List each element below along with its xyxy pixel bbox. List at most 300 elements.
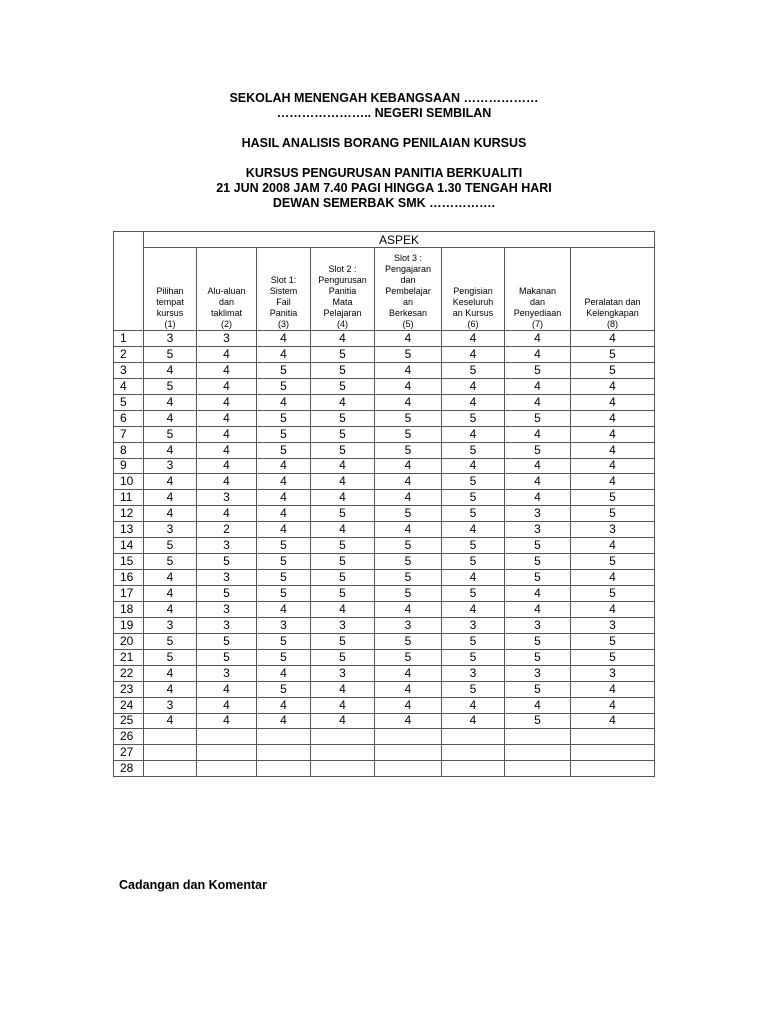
score-cell: 4 (442, 713, 505, 729)
course-venue: DEWAN SEMERBAK SMK ……………. (272, 196, 496, 210)
score-cell: 5 (442, 410, 505, 426)
score-cell: 4 (144, 665, 197, 681)
score-cell: 4 (144, 394, 197, 410)
score-cell: 5 (571, 346, 655, 362)
score-cell: 5 (375, 570, 442, 586)
row-number-cell: 25 (114, 713, 144, 729)
score-cell: 5 (257, 586, 311, 602)
score-cell: 4 (505, 331, 571, 347)
column-header: Pilihan tempat kursus (1) (144, 248, 197, 331)
score-cell: 4 (197, 474, 257, 490)
score-cell: 3 (197, 601, 257, 617)
score-cell: 5 (311, 362, 375, 378)
score-cell: 5 (442, 681, 505, 697)
score-cell (144, 761, 197, 777)
score-cell: 4 (257, 490, 311, 506)
row-number-cell: 10 (114, 474, 144, 490)
score-cell: 3 (442, 665, 505, 681)
score-cell: 4 (442, 331, 505, 347)
row-number-cell: 28 (114, 761, 144, 777)
score-cell: 4 (257, 601, 311, 617)
score-cell: 3 (197, 570, 257, 586)
score-cell: 4 (144, 474, 197, 490)
score-cell: 4 (571, 410, 655, 426)
score-cell (505, 729, 571, 745)
score-cell: 4 (197, 506, 257, 522)
score-cell: 3 (197, 538, 257, 554)
score-cell: 5 (505, 570, 571, 586)
score-cell: 4 (197, 410, 257, 426)
score-cell: 5 (197, 586, 257, 602)
course-date: 21 JUN 2008 JAM 7.40 PAGI HINGGA 1.30 TENGAH HARI (216, 181, 552, 195)
score-cell: 5 (257, 426, 311, 442)
score-cell: 4 (505, 474, 571, 490)
score-cell: 5 (505, 649, 571, 665)
table-row (114, 665, 655, 681)
score-cell: 4 (197, 697, 257, 713)
table-row (114, 633, 655, 649)
table-row (114, 362, 655, 378)
score-cell: 4 (505, 586, 571, 602)
score-cell: 4 (144, 586, 197, 602)
score-cell: 5 (571, 506, 655, 522)
document-header (0, 91, 768, 211)
score-cell: 4 (144, 506, 197, 522)
score-cell: 5 (442, 538, 505, 554)
score-cell: 4 (571, 378, 655, 394)
column-header: Slot 3 : Pengajaran dan Pembelajar an Berkesan (5) (375, 248, 442, 331)
score-cell: 5 (311, 378, 375, 394)
score-cell: 4 (197, 442, 257, 458)
score-cell (375, 761, 442, 777)
row-number-cell: 18 (114, 601, 144, 617)
score-cell: 3 (197, 665, 257, 681)
score-cell (197, 761, 257, 777)
row-number-cell: 22 (114, 665, 144, 681)
score-cell: 4 (197, 681, 257, 697)
score-cell: 5 (442, 506, 505, 522)
score-cell: 5 (144, 633, 197, 649)
score-cell: 5 (311, 410, 375, 426)
row-number-cell: 14 (114, 538, 144, 554)
score-cell: 4 (442, 570, 505, 586)
school-name: SEKOLAH MENENGAH KEBANGSAAN ……………… (229, 91, 539, 105)
score-cell: 4 (571, 458, 655, 474)
score-cell: 3 (197, 490, 257, 506)
score-cell (257, 761, 311, 777)
score-cell: 4 (144, 570, 197, 586)
score-cell: 4 (505, 394, 571, 410)
score-cell: 5 (311, 649, 375, 665)
score-cell: 4 (311, 394, 375, 410)
score-cell: 5 (257, 570, 311, 586)
score-cell: 4 (571, 713, 655, 729)
score-cell: 5 (144, 378, 197, 394)
score-cell: 5 (571, 586, 655, 602)
score-cell: 4 (144, 410, 197, 426)
column-header: Peralatan dan Kelengkapan (8) (571, 248, 655, 331)
score-cell: 3 (505, 665, 571, 681)
score-cell: 4 (375, 713, 442, 729)
score-cell: 4 (311, 681, 375, 697)
row-number-cell: 23 (114, 681, 144, 697)
table-row (114, 570, 655, 586)
score-cell: 4 (505, 426, 571, 442)
table-row (114, 729, 655, 745)
score-cell: 4 (442, 394, 505, 410)
row-number-cell: 8 (114, 442, 144, 458)
score-cell (571, 761, 655, 777)
row-number-cell: 13 (114, 522, 144, 538)
table-row (114, 474, 655, 490)
score-cell: 4 (375, 601, 442, 617)
score-cell: 5 (375, 410, 442, 426)
score-cell: 4 (571, 601, 655, 617)
score-cell: 4 (197, 346, 257, 362)
score-cell: 5 (375, 506, 442, 522)
score-cell: 3 (197, 617, 257, 633)
row-number-cell: 24 (114, 697, 144, 713)
score-cell: 5 (144, 554, 197, 570)
score-cell (257, 745, 311, 761)
table-row (114, 649, 655, 665)
score-cell (257, 729, 311, 745)
row-number-header (114, 232, 144, 331)
table-row (114, 506, 655, 522)
score-cell: 4 (505, 601, 571, 617)
score-cell: 4 (375, 474, 442, 490)
score-cell: 4 (375, 378, 442, 394)
score-cell: 5 (442, 633, 505, 649)
column-header: Slot 1: Sistem Fail Panitia (3) (257, 248, 311, 331)
table-row (114, 442, 655, 458)
score-cell: 4 (442, 458, 505, 474)
score-cell: 4 (311, 474, 375, 490)
score-cell: 5 (375, 649, 442, 665)
score-cell (311, 761, 375, 777)
score-cell: 4 (311, 331, 375, 347)
score-cell: 4 (442, 601, 505, 617)
score-cell: 5 (144, 426, 197, 442)
score-cell (197, 745, 257, 761)
score-cell: 4 (505, 378, 571, 394)
score-cell: 3 (311, 617, 375, 633)
score-cell: 5 (311, 426, 375, 442)
table-row (114, 554, 655, 570)
score-cell: 4 (442, 522, 505, 538)
score-cell: 5 (571, 649, 655, 665)
score-cell (442, 745, 505, 761)
score-cell: 5 (311, 570, 375, 586)
score-cell: 4 (571, 570, 655, 586)
score-cell: 4 (144, 601, 197, 617)
score-cell: 5 (375, 346, 442, 362)
score-cell (311, 729, 375, 745)
score-cell: 5 (571, 490, 655, 506)
score-cell: 4 (442, 426, 505, 442)
column-header: Slot 2 : Pengurusan Panitia Mata Pelajaran (4) (311, 248, 375, 331)
score-cell: 3 (144, 617, 197, 633)
score-cell: 5 (311, 633, 375, 649)
score-cell: 4 (571, 331, 655, 347)
score-cell: 4 (311, 490, 375, 506)
score-cell: 4 (505, 458, 571, 474)
score-cell: 4 (197, 378, 257, 394)
score-cell: 3 (311, 665, 375, 681)
score-cell: 4 (257, 394, 311, 410)
table-row (114, 601, 655, 617)
score-cell: 5 (375, 538, 442, 554)
score-cell (375, 745, 442, 761)
document-title: HASIL ANALISIS BORANG PENILAIAN KURSUS (241, 136, 527, 150)
score-cell: 5 (257, 442, 311, 458)
score-cell: 5 (311, 586, 375, 602)
table-row (114, 410, 655, 426)
score-cell: 4 (375, 665, 442, 681)
table-row (114, 331, 655, 347)
score-cell: 4 (144, 362, 197, 378)
score-cell: 5 (442, 362, 505, 378)
score-cell: 4 (442, 346, 505, 362)
row-number-cell: 7 (114, 426, 144, 442)
score-cell: 4 (571, 394, 655, 410)
score-cell: 5 (571, 554, 655, 570)
score-cell: 4 (257, 506, 311, 522)
score-cell: 5 (505, 681, 571, 697)
row-number-cell: 11 (114, 490, 144, 506)
score-cell: 5 (144, 346, 197, 362)
score-cell: 5 (197, 554, 257, 570)
score-cell: 3 (505, 617, 571, 633)
score-cell: 4 (311, 458, 375, 474)
score-cell: 5 (505, 410, 571, 426)
score-cell: 4 (197, 458, 257, 474)
score-cell: 5 (311, 554, 375, 570)
score-cell: 4 (375, 681, 442, 697)
score-cell: 4 (571, 681, 655, 697)
score-cell: 5 (257, 633, 311, 649)
table-row (114, 586, 655, 602)
score-cell (144, 729, 197, 745)
score-cell: 5 (197, 649, 257, 665)
table-row (114, 426, 655, 442)
score-cell: 4 (571, 442, 655, 458)
score-cell: 5 (571, 362, 655, 378)
table-row (114, 394, 655, 410)
score-cell: 3 (571, 617, 655, 633)
score-cell: 4 (144, 713, 197, 729)
score-cell: 5 (442, 442, 505, 458)
score-cell: 4 (505, 490, 571, 506)
table-row (114, 617, 655, 633)
score-cell: 5 (257, 538, 311, 554)
comments-label: Cadangan dan Komentar (119, 878, 267, 892)
table-row (114, 538, 655, 554)
score-cell: 5 (257, 378, 311, 394)
row-number-cell: 15 (114, 554, 144, 570)
score-cell: 4 (197, 713, 257, 729)
score-cell (505, 761, 571, 777)
score-cell: 3 (144, 331, 197, 347)
score-cell: 5 (257, 410, 311, 426)
row-number-cell: 19 (114, 617, 144, 633)
score-cell: 4 (144, 442, 197, 458)
evaluation-table (113, 231, 655, 777)
score-cell: 5 (311, 506, 375, 522)
table-row (114, 761, 655, 777)
score-cell: 5 (257, 554, 311, 570)
table-row (114, 697, 655, 713)
score-cell: 5 (257, 362, 311, 378)
score-cell: 3 (197, 331, 257, 347)
table-row (114, 713, 655, 729)
score-cell (571, 729, 655, 745)
row-number-cell: 26 (114, 729, 144, 745)
row-number-cell: 4 (114, 378, 144, 394)
score-cell: 5 (375, 633, 442, 649)
table-row (114, 681, 655, 697)
state-name: ………………….. NEGERI SEMBILAN (276, 106, 492, 120)
score-cell: 4 (571, 474, 655, 490)
score-cell: 4 (257, 346, 311, 362)
score-cell: 3 (144, 697, 197, 713)
score-cell: 4 (257, 522, 311, 538)
course-title: KURSUS PENGURUSAN PANITIA BERKUALITI (245, 166, 523, 180)
score-cell: 4 (571, 538, 655, 554)
score-cell: 4 (375, 522, 442, 538)
score-cell: 5 (311, 442, 375, 458)
score-cell: 4 (197, 362, 257, 378)
score-cell: 5 (311, 538, 375, 554)
column-header: Alu-aluan dan taklimat (2) (197, 248, 257, 331)
score-cell: 3 (144, 458, 197, 474)
score-cell: 5 (375, 554, 442, 570)
score-cell: 5 (144, 649, 197, 665)
score-cell: 4 (257, 331, 311, 347)
aspek-header: ASPEK (144, 232, 655, 248)
score-cell: 4 (442, 697, 505, 713)
row-number-cell: 1 (114, 331, 144, 347)
score-cell: 4 (197, 426, 257, 442)
score-cell: 5 (375, 442, 442, 458)
score-cell: 4 (257, 474, 311, 490)
score-cell: 4 (442, 378, 505, 394)
score-cell: 5 (197, 633, 257, 649)
row-number-cell: 27 (114, 745, 144, 761)
row-number-cell: 9 (114, 458, 144, 474)
score-cell: 2 (197, 522, 257, 538)
score-cell (505, 745, 571, 761)
table-body (114, 331, 655, 777)
score-cell: 4 (375, 362, 442, 378)
score-cell: 5 (505, 633, 571, 649)
row-number-cell: 12 (114, 506, 144, 522)
score-cell: 5 (144, 538, 197, 554)
score-cell: 3 (505, 522, 571, 538)
score-cell: 4 (375, 490, 442, 506)
row-number-cell: 21 (114, 649, 144, 665)
score-cell: 3 (257, 617, 311, 633)
row-number-cell: 17 (114, 586, 144, 602)
score-cell: 4 (311, 697, 375, 713)
table-row (114, 458, 655, 474)
score-cell: 4 (257, 697, 311, 713)
score-cell (442, 761, 505, 777)
score-cell: 4 (257, 665, 311, 681)
score-cell: 5 (257, 681, 311, 697)
score-cell: 4 (144, 681, 197, 697)
score-cell: 4 (571, 697, 655, 713)
score-cell: 4 (144, 490, 197, 506)
score-cell: 5 (442, 474, 505, 490)
score-cell: 5 (505, 442, 571, 458)
score-cell: 4 (257, 458, 311, 474)
score-cell: 5 (442, 649, 505, 665)
score-cell: 5 (571, 633, 655, 649)
score-cell: 4 (311, 713, 375, 729)
score-cell: 3 (505, 506, 571, 522)
score-cell: 5 (505, 362, 571, 378)
table-row (114, 522, 655, 538)
score-cell: 5 (505, 713, 571, 729)
score-cell: 4 (505, 346, 571, 362)
table-row (114, 378, 655, 394)
score-cell (144, 745, 197, 761)
score-cell: 5 (505, 538, 571, 554)
score-cell: 5 (257, 649, 311, 665)
score-cell: 4 (505, 697, 571, 713)
column-header: Pengisian Keseluruh an Kursus (6) (442, 248, 505, 331)
score-cell (442, 729, 505, 745)
score-cell: 4 (197, 394, 257, 410)
score-cell: 3 (571, 665, 655, 681)
row-number-cell: 2 (114, 346, 144, 362)
score-cell: 4 (311, 522, 375, 538)
score-cell: 5 (311, 346, 375, 362)
score-cell: 4 (571, 426, 655, 442)
score-cell (197, 729, 257, 745)
score-cell: 4 (375, 458, 442, 474)
score-cell: 3 (571, 522, 655, 538)
score-cell: 4 (375, 697, 442, 713)
row-number-cell: 3 (114, 362, 144, 378)
score-cell: 5 (442, 554, 505, 570)
score-cell: 5 (442, 490, 505, 506)
row-number-cell: 6 (114, 410, 144, 426)
table-row (114, 346, 655, 362)
score-cell: 4 (257, 713, 311, 729)
score-cell: 3 (375, 617, 442, 633)
score-cell (375, 729, 442, 745)
score-cell: 5 (375, 426, 442, 442)
row-number-cell: 20 (114, 633, 144, 649)
score-cell: 4 (375, 394, 442, 410)
score-cell: 5 (375, 586, 442, 602)
score-cell: 5 (505, 554, 571, 570)
score-cell (571, 745, 655, 761)
score-cell: 4 (375, 331, 442, 347)
row-number-cell: 5 (114, 394, 144, 410)
row-number-cell: 16 (114, 570, 144, 586)
score-cell (311, 745, 375, 761)
score-cell: 4 (311, 601, 375, 617)
table-row (114, 745, 655, 761)
score-cell: 3 (442, 617, 505, 633)
column-header: Makanan dan Penyediaan (7) (505, 248, 571, 331)
score-cell: 5 (442, 586, 505, 602)
table-row (114, 490, 655, 506)
score-cell: 3 (144, 522, 197, 538)
